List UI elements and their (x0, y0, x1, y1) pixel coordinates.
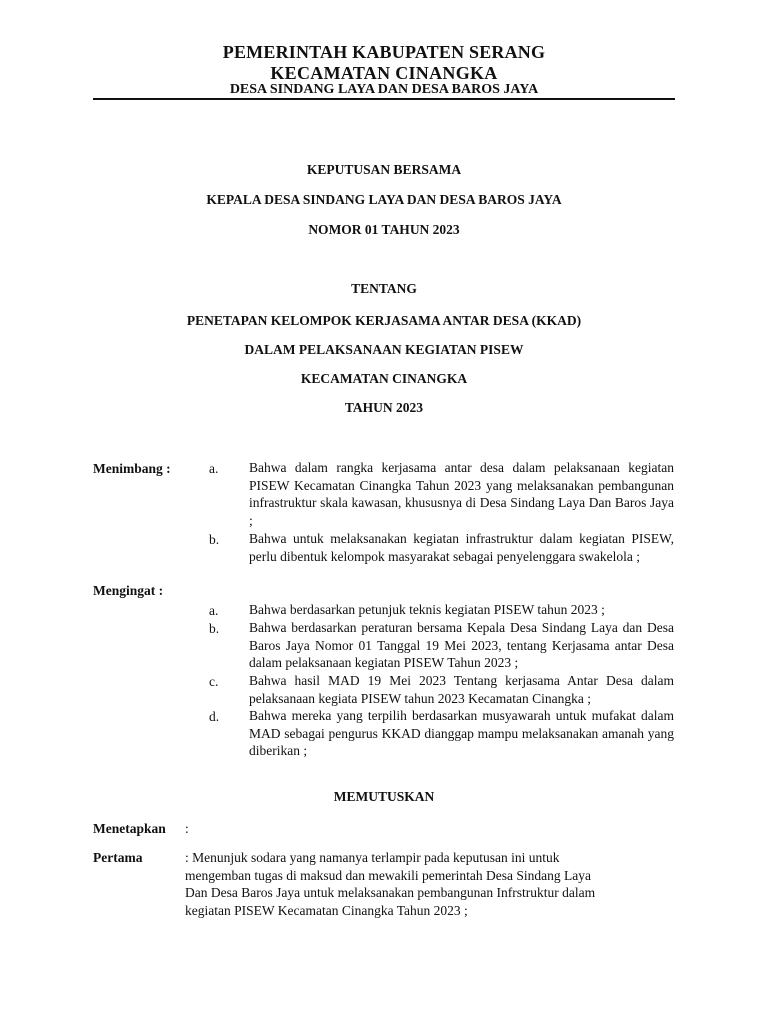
letterhead-villages: DESA SINDANG LAYA DAN DESA BAROS JAYA (229, 82, 539, 97)
pertama-label: Pertama (93, 850, 143, 865)
mengingat-item-c-text: Bahwa hasil MAD 19 Mei 2023 Tentang kerjasama Antar Desa dalam pelaksanaan kegiata PISEW tahun 2023 Kecamatan Cinangka ; (249, 673, 674, 706)
menimbang-item-b-letter: b. (209, 532, 220, 547)
memutuskan-heading: MEMUTUSKAN (333, 789, 435, 804)
mengingat-item-a-text: Bahwa berdasarkan petunjuk teknis kegiatan PISEW tahun 2023 ; (249, 602, 605, 617)
letterhead-government: PEMERINTAH KABUPATEN SERANG (222, 42, 546, 62)
mengingat-label: Mengingat : (93, 583, 164, 598)
decree-number: NOMOR 01 TAHUN 2023 (308, 222, 460, 237)
decree-issuer: KEPALA DESA SINDANG LAYA DAN DESA BAROS JAYA (206, 192, 562, 207)
menimbang-item-a-text: Bahwa dalam rangka kerjasama antar desa dalam pelaksanaan kegiatan PISEW Kecamatan Cinangka Tahun 2023 yang melaksanakan pembangunan infrastruktur skala kawasan, khususnya di Desa Sindang Laya Dan Baros Jaya ; (249, 460, 674, 528)
decree-subject-line4: TAHUN 2023 (344, 400, 424, 415)
mengingat-item-d-text: Bahwa mereka yang terpilih berdasarkan musyawarah untuk mufakat dalam MAD sebagai pengurus KKAD dianggap mampu melaksanakan amanah yang diberikan ; (249, 708, 674, 759)
menimbang-label: Menimbang : (93, 461, 171, 476)
mengingat-item-d-letter: d. (209, 709, 220, 724)
menetapkan-colon: : (185, 821, 189, 836)
menimbang-item-a-letter: a. (209, 461, 219, 476)
decree-subject-line3: KECAMATAN CINANGKA (300, 371, 468, 386)
mengingat-item-b-letter: b. (209, 621, 220, 636)
letterhead-divider (93, 98, 675, 100)
decree-about: TENTANG (351, 281, 417, 296)
mengingat-item-c-letter: c. (209, 674, 219, 689)
menimbang-item-b-text: Bahwa untuk melaksanakan kegiatan infrastruktur dalam kegiatan PISEW, perlu dibentuk kelompok masyarakat sebagai penyelenggara swakelola ; (249, 531, 674, 564)
mengingat-item-a-letter: a. (209, 603, 219, 618)
menetapkan-label: Menetapkan (93, 821, 166, 836)
pertama-text: : Menunjuk sodara yang namanya terlampir pada keputusan ini untuk mengemban tugas di maksud dan mewakili pemerintah Desa Sindang Laya Dan Desa Baros Jaya untuk melaksanakan pembangunan Infrstruktur dalam kegiatan PISEW Kecamatan Cinangka Tahun 2023 ; (185, 850, 596, 918)
decree-title: KEPUTUSAN BERSAMA (306, 162, 462, 177)
mengingat-item-b-text: Bahwa berdasarkan peraturan bersama Kepala Desa Sindang Laya dan Desa Baros Jaya Nomor 01 Tanggal 19 Mei 2023, tentang Kerjasama antar Desa dalam pelaksanaan kegiatan PISEW Tahun 2023 ; (249, 620, 674, 671)
decree-subject-line1: PENETAPAN KELOMPOK KERJASAMA ANTAR DESA (KKAD) (186, 313, 582, 328)
letterhead-district: KECAMATAN CINANGKA (270, 63, 498, 83)
decree-subject-line2: DALAM PELAKSANAAN KEGIATAN PISEW (244, 342, 524, 357)
